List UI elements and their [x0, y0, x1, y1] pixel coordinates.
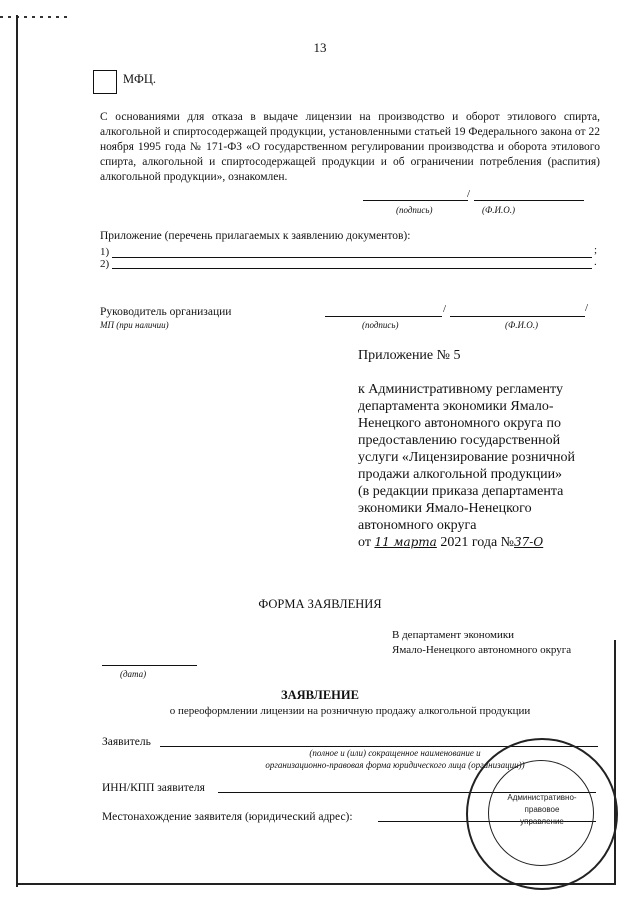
head-slash: / [443, 303, 447, 315]
appendix-line: экономики Ямало-Ненецкого [358, 501, 532, 516]
scan-edge-left [16, 15, 18, 887]
attachment-item-2: 2) [100, 258, 110, 270]
head-label: Руководитель организации [100, 306, 232, 318]
signature-line [363, 200, 468, 201]
appendix-line: Ненецкого автономного округа по [358, 416, 561, 431]
fio-line [474, 200, 584, 201]
attachment-heading: Приложение (перечень прилагаемых к заявлению документов): [100, 230, 411, 242]
appendix-date-line [358, 534, 608, 551]
head-fio-line[interactable] [450, 316, 585, 317]
scan-edge-top [0, 16, 70, 18]
appendix-line: (в редакции приказа департамента [358, 484, 564, 499]
mfc-checkbox[interactable] [93, 70, 117, 94]
page-number: 13 [313, 40, 327, 55]
official-stamp [466, 738, 618, 890]
appendix-line: услуги «Лицензирование розничной [358, 450, 576, 465]
appendix-line: департамента экономики Ямало- [358, 399, 554, 414]
scan-edge-right [614, 640, 616, 885]
attachment-item-1: 1) [100, 246, 110, 258]
appendix-title: Приложение № 5 [358, 348, 461, 363]
applicant-label: Заявитель [102, 736, 151, 748]
appendix-line: продажи алкогольной продукции» [358, 467, 563, 482]
form-title: ФОРМА ЗАЯВЛЕНИЯ [258, 597, 382, 611]
addressee-line: Ямало-Ненецкого автономного округа [392, 644, 572, 656]
addressee [392, 628, 571, 658]
seal-label: МП (при наличии) [100, 320, 169, 330]
inn-label: ИНН/КПП заявителя [102, 782, 205, 794]
attachment-line-2[interactable] [112, 268, 592, 269]
head-signature-caption: (подпись) [362, 320, 399, 330]
applicant-caption-line: (полное и (или) сокращенное наименование и [309, 748, 481, 758]
stamp-text [478, 792, 606, 828]
statement-subtitle: о переоформлении лицензии на розничную продажу алкогольной продукции [169, 705, 531, 717]
date-line[interactable] [102, 665, 197, 666]
date-caption: (дата) [120, 669, 147, 679]
address-label: Местонахождение заявителя (юридический адрес): [102, 811, 353, 823]
stamp-text-line: управление [520, 817, 564, 826]
order-number-handwritten: 37-О [514, 535, 544, 549]
date-prefix: от [358, 535, 371, 550]
attachment-ending-2: . [594, 256, 597, 268]
attachment-line-1[interactable] [112, 257, 592, 258]
mfc-label: МФЦ. [123, 72, 156, 86]
slash: / [467, 188, 471, 200]
fio-caption: (Ф.И.О.) [482, 205, 515, 215]
signature-caption: (подпись) [396, 205, 433, 215]
refusal-paragraph: С основаниями для отказа в выдаче лицензии на производство и оборот этилового спирта, алкогольной и спиртосодержащей продукции, установленными статьей 19 Федерального закона от 22 ноября 1995 года № 171-ФЗ «О государственном регулировании производства и оборота этилового спирта, алкогольной и спиртосодержащей продукции и об ограничении потребления (распития) алкогольной продукции», ознакомлен. [100, 111, 600, 183]
appendix-text [358, 381, 608, 551]
date-year: 2021 года № [440, 535, 515, 550]
appendix-line: к Административному регламенту [358, 382, 563, 397]
stamp-text-line: правовое [524, 805, 560, 814]
date-handwritten: 11 марта [374, 535, 437, 549]
stamp-text-line: Административно- [507, 793, 577, 802]
head-signature-line[interactable] [325, 316, 442, 317]
addressee-line: В департамент экономики [392, 629, 515, 641]
applicant-caption-line: организационно-правовая форма юридического лица (организации)) [265, 760, 525, 770]
attachment-ending-1: ; [594, 244, 598, 256]
head-fio-caption: (Ф.И.О.) [505, 320, 538, 330]
appendix-line: предоставлению государственной [358, 433, 561, 448]
statement-title: ЗАЯВЛЕНИЕ [281, 688, 359, 702]
appendix-line: автономного округа [358, 518, 477, 533]
head-slash-end: / [585, 302, 589, 314]
